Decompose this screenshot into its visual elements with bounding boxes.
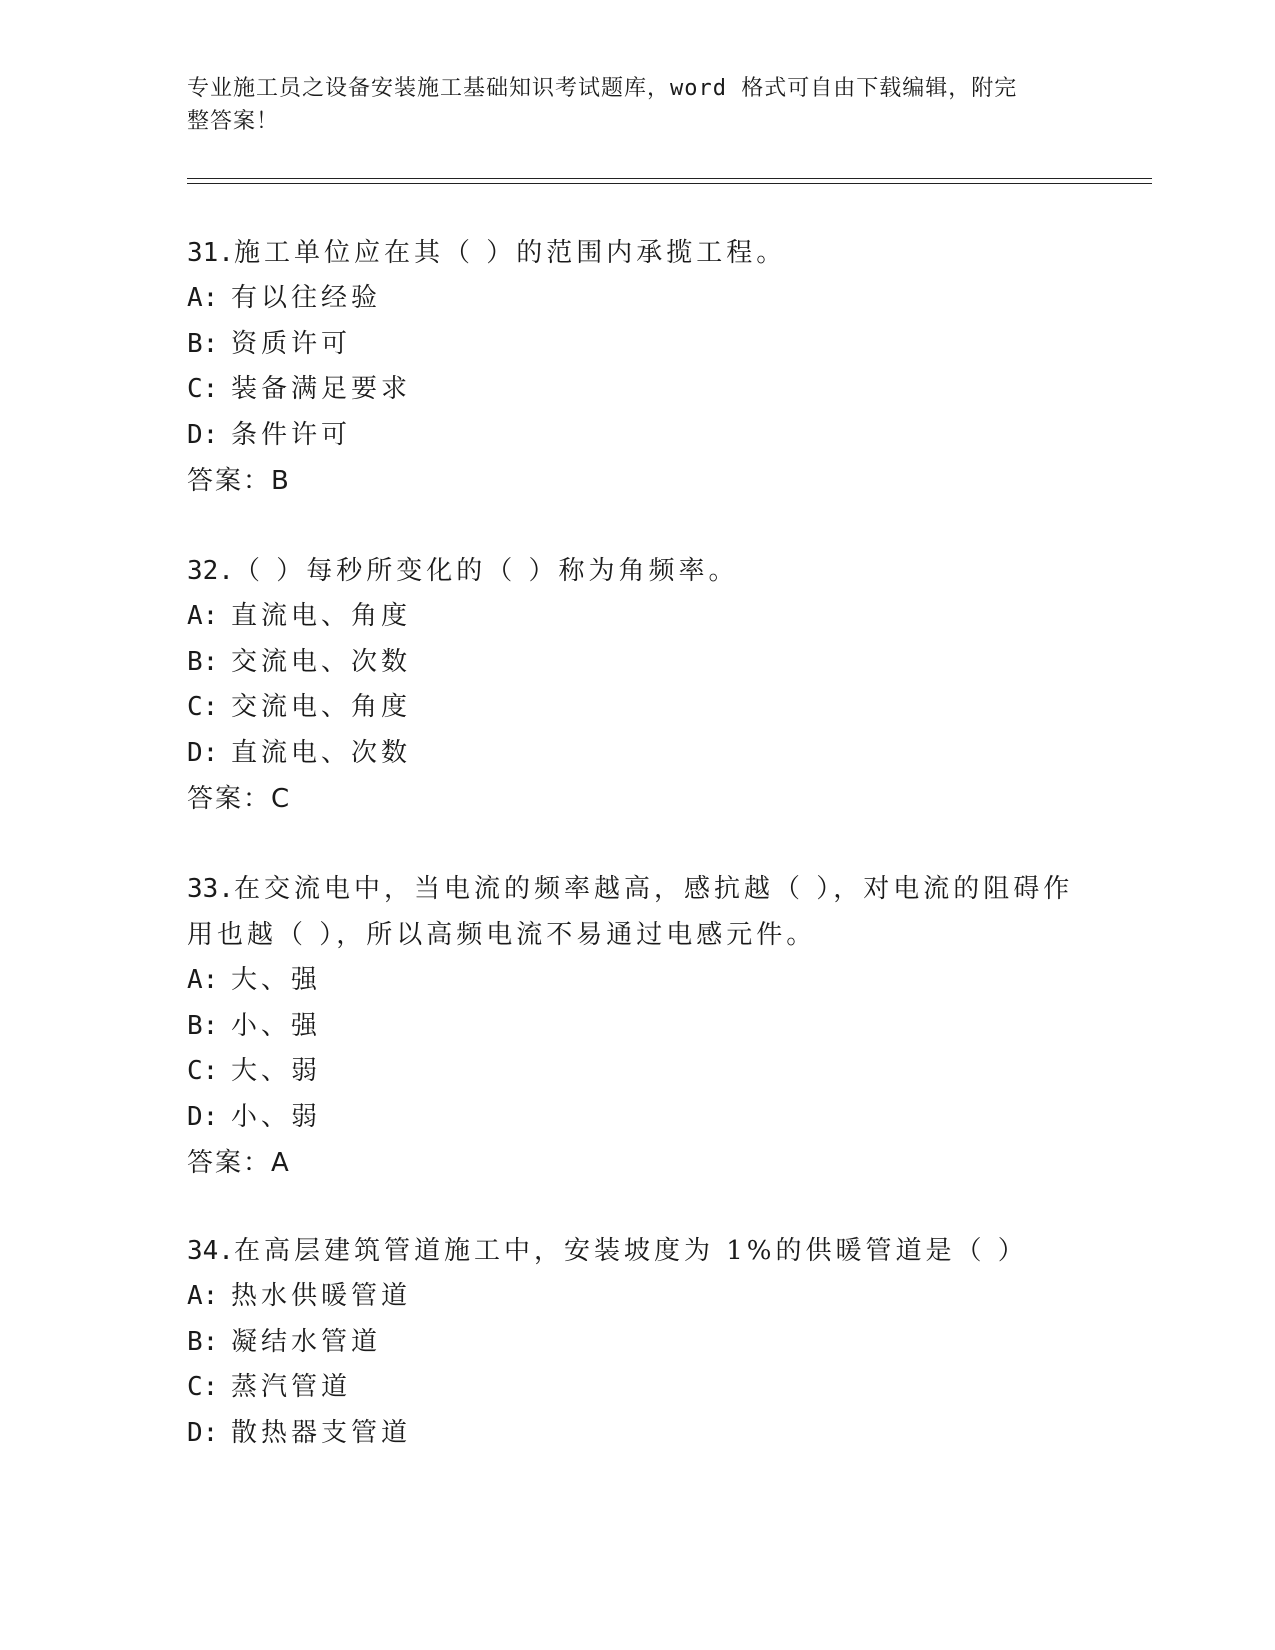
option-letter: B: [187, 328, 219, 359]
option-letter: A: [187, 601, 219, 631]
option-letter: B: [187, 1326, 219, 1357]
option-text: 条件许可 [231, 419, 352, 450]
option-text: 大、强 [231, 965, 322, 995]
option-letter: D: [187, 419, 219, 450]
header-divider-top [187, 178, 1152, 179]
question-text: 施工单位应在其（ ）的范围内承揽工程。 [233, 238, 787, 268]
option-text: 小、弱 [231, 1101, 322, 1132]
question-text: 在高层建筑管道施工中，安装坡度为 1%的供暖管道是（ ） [233, 1236, 1028, 1266]
option-c [187, 685, 1087, 731]
option-letter: B: [187, 1010, 219, 1041]
option-a [187, 276, 1087, 322]
question-stem [187, 866, 1087, 912]
option-b [187, 322, 1087, 368]
question-text: （ ）每秒所变化的（ ）称为角频率。 [233, 556, 739, 586]
option-text: 交流电、角度 [231, 692, 412, 722]
option-text: 交流电、次数 [231, 646, 412, 677]
option-letter: C: [187, 374, 219, 404]
answer-line: 答案：C [187, 784, 292, 814]
question-31 [187, 230, 1087, 504]
question-stem-continued: 用也越（ ），所以高频电流不易通过电感元件。 [187, 920, 817, 950]
option-text: 小、强 [231, 1010, 322, 1041]
header-line-2: 整答案！ [187, 109, 280, 134]
option-letter: A: [187, 1281, 219, 1311]
option-c [187, 1365, 1087, 1411]
option-d [187, 1411, 1087, 1457]
option-text: 凝结水管道 [231, 1326, 382, 1357]
option-text: 有以往经验 [231, 283, 382, 313]
option-text: 大、弱 [231, 1056, 322, 1086]
option-d [187, 1095, 1087, 1141]
question-stem [187, 1228, 1087, 1274]
header-divider-bottom [187, 183, 1152, 184]
option-b [187, 1004, 1087, 1050]
option-text: 蒸汽管道 [231, 1372, 352, 1402]
option-b [187, 640, 1087, 686]
option-letter: C: [187, 1056, 219, 1086]
option-text: 散热器支管道 [231, 1417, 412, 1448]
option-letter: C: [187, 1372, 219, 1402]
option-a [187, 958, 1087, 1004]
question-34 [187, 1228, 1087, 1456]
option-text: 资质许可 [231, 328, 352, 359]
option-c [187, 367, 1087, 413]
answer-line: 答案：B [187, 466, 291, 496]
question-stem [187, 230, 1087, 276]
option-text: 直流电、次数 [231, 737, 412, 768]
option-c [187, 1049, 1087, 1095]
question-stem [187, 548, 1087, 594]
option-letter: A: [187, 965, 219, 995]
option-letter: A: [187, 283, 219, 313]
question-number: 32. [187, 556, 234, 586]
question-33 [187, 866, 1087, 1186]
question-text: 在交流电中，当电流的频率越高，感抗越（ ），对电流的阻碍作 [233, 874, 1074, 904]
option-letter: D: [187, 1417, 219, 1448]
document-header [187, 72, 1067, 138]
option-text: 装备满足要求 [231, 374, 412, 404]
option-text: 热水供暖管道 [231, 1281, 412, 1311]
option-b [187, 1320, 1087, 1366]
option-text: 直流电、角度 [231, 601, 412, 631]
option-letter: D: [187, 737, 219, 768]
option-letter: D: [187, 1101, 219, 1132]
question-32 [187, 548, 1087, 822]
answer-line: 答案：A [187, 1148, 291, 1178]
option-d [187, 731, 1087, 777]
question-number: 31. [187, 238, 234, 268]
question-number: 34. [187, 1236, 234, 1266]
question-number: 33. [187, 874, 234, 904]
option-a [187, 594, 1087, 640]
option-a [187, 1274, 1087, 1320]
option-letter: C: [187, 692, 219, 722]
header-line-1: 专业施工员之设备安装施工基础知识考试题库，word 格式可自由下载编辑，附完 [187, 76, 1018, 101]
option-d [187, 413, 1087, 459]
option-letter: B: [187, 646, 219, 677]
